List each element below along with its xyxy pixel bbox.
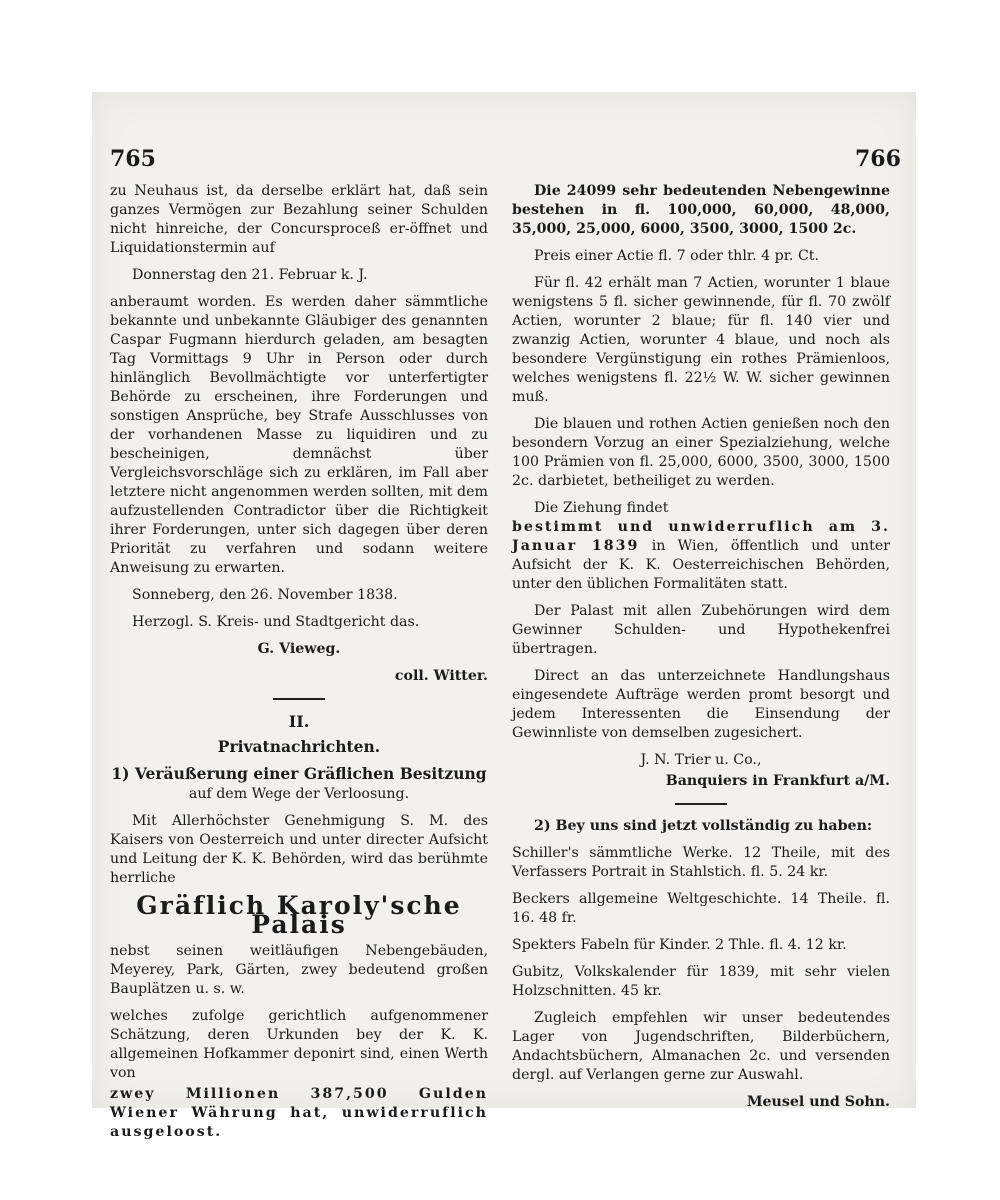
draw-date: bestimmt und unwiderruflich am 3. Januar 1839 bbox=[512, 519, 890, 554]
book-schiller: Schiller's sämmtliche Werke. 12 Theile, mit des Verfassers Portrait in Stahlstich. fl. 5. 24 kr. bbox=[512, 845, 890, 880]
court-name: Herzogl. S. Kreis- und Stadtgericht das. bbox=[132, 614, 420, 630]
item2-title: 2) Bey uns sind jetzt vollständig zu haben: bbox=[534, 818, 873, 834]
publisher-signature: Meusel und Sohn. bbox=[746, 1094, 890, 1110]
bankers-line: Banquiers in Frankfurt a/M. bbox=[665, 773, 890, 789]
value-amount: zwey Millionen 387,500 Gulden Wiener Währung hat, unwiderruflich ausgeloost. bbox=[110, 1086, 488, 1140]
section-title: Privatnachrichten. bbox=[217, 737, 381, 756]
page-number-right: 766 bbox=[855, 146, 901, 172]
direct-orders-paragraph: Direct an das unterzeichnete Handlungshaus eingesendete Aufträge werden promt besorgt und jedem Interessenten die Einsendung der Gewinnliste von demselben zugesichert. bbox=[512, 668, 890, 741]
left-column bbox=[110, 182, 488, 1150]
permit-paragraph: Mit Allerhöchster Genehmigung S. M. des Kaisers von Oesterreich und unter directer Aufsicht und Leitung der K. K. Behörden, wird das berühmte herrliche bbox=[110, 813, 488, 886]
also-paragraph: Zugleich empfehlen wir unser bedeutendes Lager von Jugendschriften, Bilderbüchern, Andachtsbüchern, Almanachen 2c. und versenden dergl. auf Verlangen gerne zur Auswahl. bbox=[512, 1010, 890, 1083]
palace-transfer-paragraph: Der Palast mit allen Zubehörungen wird dem Gewinner Schulden- und Hypothekenfrei übertragen. bbox=[512, 603, 890, 657]
section-number: II. bbox=[288, 712, 310, 731]
coll-signature: coll. Witter. bbox=[394, 668, 488, 684]
offer-paragraph: Für fl. 42 erhält man 7 Actien, worunter 1 blaue wenigstens 5 fl. sicher gewinnende, für fl. 70 zwölf Actien, worunter 2 blaue; für fl. 140 vier und zwanzig Actien, worunter 4 blaue, und noch als besondere Vergünstigung ein rothes Prämienloos, welches wenigstens fl. 22½ W. W. sicher gewinnen muß. bbox=[512, 275, 890, 405]
draw-paragraph bbox=[512, 499, 890, 594]
summons-paragraph: anberaumt worden. Es werden daher sämmtliche bekannte und unbekannte Gläubiger des genannten Caspar Fugmann hierdurch geladen, am besagten Tag Vormittags 9 Uhr in Person oder durch hinlänglich Bevollmächtigte vor unterfertigter Behörde zu erscheinen, ihre Forderungen und sonstigen Ansprüche, bey Strafe Ausschlusses von der vorhandenen Masse zu liquidiren und zu bescheinigen, demnächst über Vergleichsvorschläge sich zu erklären, im Fall aber letztere nicht angenommen werden sollten, mit dem aufzustellenden Contradictor über die Richtigkeit ihrer Forderungen, unter sich dagegen über deren Priorität zu verfahren und sodann weitere Anweisung zu erwarten. bbox=[110, 294, 488, 576]
prizes-paragraph: Die 24099 sehr bedeutenden Nebengewinne bestehen in fl. 100,000, 60,000, 48,000, 35,000, 25,000, 6000, 3500, 3000, 1500 2c. bbox=[512, 183, 890, 237]
palais-paragraph: nebst seinen weitläufigen Nebengebäuden, Meyerey, Park, Gärten, zwey bedeutend großen Bauplätzen u. s. w. bbox=[110, 943, 488, 997]
hearing-date: Donnerstag den 21. Februar k. J. bbox=[132, 267, 368, 283]
page-number-left: 765 bbox=[110, 146, 156, 172]
draw-rest: in Wien, öffentlich und unter Aufsicht der K. K. Oesterreichischen Behörden, unter den üblichen Formalitäten statt. bbox=[512, 538, 890, 592]
book-spekter: Spekters Fabeln für Kinder. 2 Thle. fl. 4. 12 kr. bbox=[512, 937, 847, 953]
place-date: Sonneberg, den 26. November 1838. bbox=[132, 587, 398, 603]
palais-heading: Gräflich Karoly'sche Palais bbox=[136, 891, 462, 939]
separator-rule bbox=[675, 803, 727, 805]
book-becker: Beckers allgemeine Weltgeschichte. 14 Theile. fl. 16. 48 fr. bbox=[512, 891, 890, 926]
item1-subtitle: auf dem Wege der Verloosung. bbox=[188, 786, 410, 802]
item1-title: 1) Veräußerung einer Gräflichen Besitzung bbox=[111, 764, 487, 783]
draw-lead: Die Ziehung findet bbox=[534, 500, 669, 516]
special-draw-paragraph: Die blauen und rothen Actien genießen noch den besondern Vorzug an einer Spezialziehung, welche 100 Prämien von fl. 25,000, 6000, 3500, 3000, 1500 2c. darbietet, betheiliget zu werden. bbox=[512, 416, 890, 489]
intro-paragraph: zu Neuhaus ist, da derselbe erklärt hat, daß sein ganzes Vermögen zur Bezahlung seiner Schulden nicht hinreiche, der Concursproceß er-öffnet und Liquidationstermin auf bbox=[110, 183, 488, 256]
value-paragraph: welches zufolge gerichtlich aufgenommener Schätzung, deren Urkunden bey der K. K. allgemeinen Hofkammer deponirt sind, einen Werth von bbox=[110, 1008, 488, 1081]
right-column bbox=[512, 182, 890, 1120]
signer-name: G. Vieweg. bbox=[257, 641, 341, 657]
book-gubitz: Gubitz, Volkskalender für 1839, mit sehr vielen Holzschnitten. 45 kr. bbox=[512, 964, 890, 999]
firm-name: J. N. Trier u. Co., bbox=[640, 752, 762, 768]
separator-rule bbox=[273, 698, 325, 700]
share-price: Preis einer Actie fl. 7 oder thlr. 4 pr. Ct. bbox=[534, 248, 820, 264]
